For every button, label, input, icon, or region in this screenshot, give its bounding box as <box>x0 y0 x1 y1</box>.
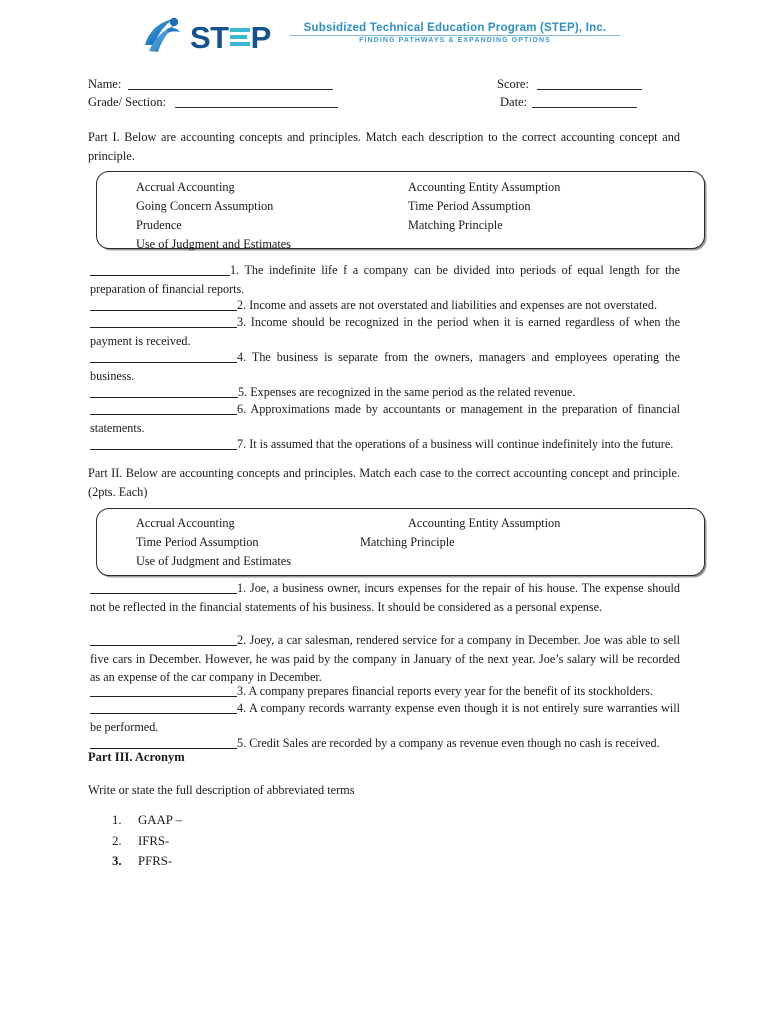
date-input-line[interactable] <box>532 97 637 108</box>
name-input-line[interactable] <box>128 79 333 90</box>
bank-term: Accounting Entity Assumption <box>408 516 561 530</box>
bank-term: Going Concern Assumption <box>136 199 274 214</box>
part2-word-bank <box>96 508 705 576</box>
list-item <box>112 810 412 831</box>
document-header <box>0 0 768 62</box>
logo-letters-st: ST <box>190 19 229 55</box>
name-label: Name: <box>88 77 122 91</box>
answer-blank-line[interactable] <box>90 438 237 450</box>
part1-question-7 <box>90 435 680 454</box>
acronym-term: PFRS- <box>138 854 173 869</box>
bank-term: Time Period Assumption <box>136 535 259 550</box>
question-text: 5. Credit Sales are recorded by a company as revenue even though no cash is received. <box>237 736 660 750</box>
date-field-row <box>500 95 637 110</box>
question-text: 3. Income should be recognized in the period when it is earned regardless of when the payment is received. <box>90 315 680 348</box>
bank-term: Accounting Entity Assumption <box>408 180 561 194</box>
part1-question-2 <box>90 296 680 315</box>
answer-blank-line[interactable] <box>90 351 237 363</box>
part2-bank-right-column-lower <box>360 533 455 552</box>
part1-bank-left-column <box>136 178 291 254</box>
name-field-row <box>88 77 333 92</box>
tagline-main-text: Subsidized Technical Education Program (STEP), Inc. <box>303 22 607 34</box>
score-label: Score: <box>497 77 529 91</box>
part2-question-4 <box>90 699 680 736</box>
acronym-number: 2. <box>112 833 122 848</box>
answer-blank-line[interactable] <box>90 702 237 714</box>
part1-bank-right-column <box>408 178 560 235</box>
tagline-divider <box>290 35 620 36</box>
grade-section-input-line[interactable] <box>175 97 338 108</box>
bank-term: Matching Principle <box>408 218 503 233</box>
question-text: 2. Joey, a car salesman, rendered service for a company in December. Joe was able to sell five cars in December. However, he was paid by the company in January of the next year. Joe’s salary will be recorded as an expense of the car company in December. <box>90 633 680 685</box>
bank-term: Matching Principle <box>360 535 455 549</box>
part2-bank-left-column <box>136 514 291 571</box>
question-text: 1. The indefinite life f a company can be divided into periods of equal length for the preparation of financial reports. <box>90 263 680 296</box>
answer-blank-line[interactable] <box>90 403 237 415</box>
part1-question-6 <box>90 400 680 437</box>
bank-term: Accrual Accounting <box>136 180 235 194</box>
part1-question-3 <box>90 313 680 350</box>
part2-question-1 <box>90 579 680 616</box>
date-label: Date: <box>500 95 528 109</box>
answer-blank-line[interactable] <box>90 582 237 594</box>
bank-term: Time Period Assumption <box>408 199 531 214</box>
tagline-sub-text: FINDING PATHWAYS & EXPANDING OPTIONS <box>359 37 551 44</box>
bank-term: Use of Judgment and Estimates <box>136 554 292 569</box>
part2-instruction: Part II. Below are accounting concepts and principles. Match each case to the correct accounting concept and principle. (2pts. Each) <box>88 466 680 499</box>
acronym-number: 3. <box>112 854 122 869</box>
answer-blank-line[interactable] <box>90 737 237 749</box>
acronym-term: GAAP – <box>138 813 182 827</box>
acronym-term: IFRS- <box>138 833 170 848</box>
part1-word-bank <box>96 171 705 252</box>
question-text: 3. A company prepares financial reports every year for the benefit of its stockholders. <box>237 684 653 698</box>
answer-blank-line[interactable] <box>90 634 237 646</box>
score-field-row <box>497 77 642 92</box>
answer-blank-line[interactable] <box>90 299 237 311</box>
part2-question-3 <box>90 682 680 701</box>
organization-tagline <box>290 22 620 44</box>
part1-question-4 <box>90 348 680 385</box>
question-text: 4. The business is separate from the owners, managers and employees operating the business. <box>90 350 680 383</box>
bank-term: Use of Judgment and Estimates <box>136 237 292 252</box>
question-text: 2. Income and assets are not overstated and liabilities and expenses are not overstated. <box>237 298 657 312</box>
step-logo <box>143 13 271 57</box>
part1-question-5 <box>90 383 680 402</box>
part3-instruction: Write or state the full description of abbreviated terms <box>88 783 355 797</box>
question-text: 4. A company records warranty expense even though it is not entirely sure warranties will be performed. <box>90 701 680 734</box>
part2-question-2 <box>90 631 680 687</box>
part1-question-1 <box>90 261 680 298</box>
running-figure-icon <box>143 15 189 55</box>
question-text: 6. Approximations made by accountants or management in the preparation of financial statements. <box>90 402 680 435</box>
answer-blank-line[interactable] <box>90 386 238 398</box>
answer-blank-line[interactable] <box>90 316 237 328</box>
score-input-line[interactable] <box>537 79 642 90</box>
logo-letter-e-bars <box>230 27 250 49</box>
part3-title: Part III. Acronym <box>88 750 185 764</box>
logo-letter-p: P <box>250 19 271 55</box>
list-item <box>112 831 412 852</box>
list-item <box>112 851 412 872</box>
answer-blank-line[interactable] <box>90 685 237 697</box>
question-text: 1. Joe, a business owner, incurs expenses for the repair of his house. The expense should not be reflected in the financial statements of his business. It should be considered as a personal expense. <box>90 581 680 614</box>
answer-blank-line[interactable] <box>90 264 230 276</box>
bank-term: Accrual Accounting <box>136 516 235 530</box>
bank-term: Prudence <box>136 218 182 233</box>
logo-wordmark <box>190 19 271 55</box>
part1-instruction: Part I. Below are accounting concepts and principles. Match each description to the correct accounting concept and principle. <box>88 130 680 163</box>
acronym-number: 1. <box>112 813 122 827</box>
acronym-list <box>112 810 412 872</box>
grade-section-label: Grade/ Section: <box>88 95 167 109</box>
question-text: 5. Expenses are recognized in the same period as the related revenue. <box>238 385 576 399</box>
question-text: 7. It is assumed that the operations of a business will continue indefinitely into the future. <box>237 437 674 451</box>
grade-field-row <box>88 95 338 110</box>
part2-bank-right-column-upper <box>408 514 560 533</box>
